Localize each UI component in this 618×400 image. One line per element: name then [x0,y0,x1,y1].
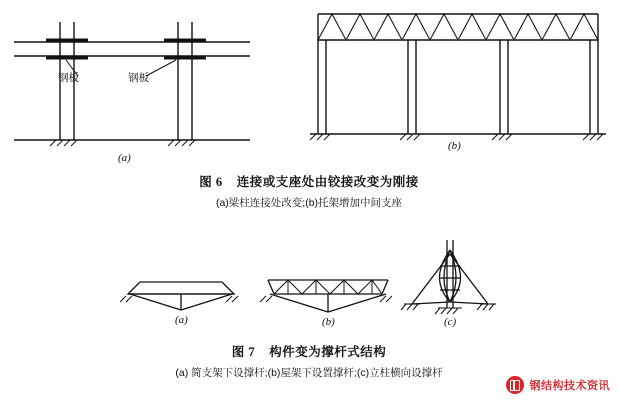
figure-6-subcaption-b: (b)托架增加中间支座 [305,197,403,209]
figure-6-subcaption [0,195,618,210]
steel-logo-icon [506,376,524,394]
figure-6-caption [0,172,618,190]
watermark [506,376,611,394]
figure-6a-letter: (a) [118,152,131,164]
figure-6-drawings [0,0,618,164]
figure-6-number: 图 6 [199,175,223,189]
steel-plate-label-left: 钢板 [58,72,79,84]
figure-6a-diagram [0,0,618,150]
figure-6b-letter: (b) [448,140,461,152]
steel-plate-label-right: 钢板 [128,72,149,84]
figure-7c-letter: (c) [444,316,457,328]
figure-6-subcaption-a: (a)梁柱连接处改变; [215,197,306,209]
figure-7-title: 构件变为撑杆式结构 [269,345,387,359]
figure-7-drawings [0,232,618,332]
figure-7a-letter: (a) [175,314,188,326]
figure-7-diagram [0,232,618,332]
figure-6-title: 连接或支座处由铰接改变为刚接 [236,175,419,189]
figure-7-number: 图 7 [231,345,256,359]
watermark-text: 钢结构技术资讯 [529,380,610,392]
figure-7-caption [0,342,618,360]
figure-7b-letter: (b) [322,316,335,328]
figure-7-subcaption: (a) 简支架下设撑杆;(b)屋架下设置撑杆;(c)立柱横向设撑杆 [175,367,443,379]
figure-7-block [0,232,618,380]
